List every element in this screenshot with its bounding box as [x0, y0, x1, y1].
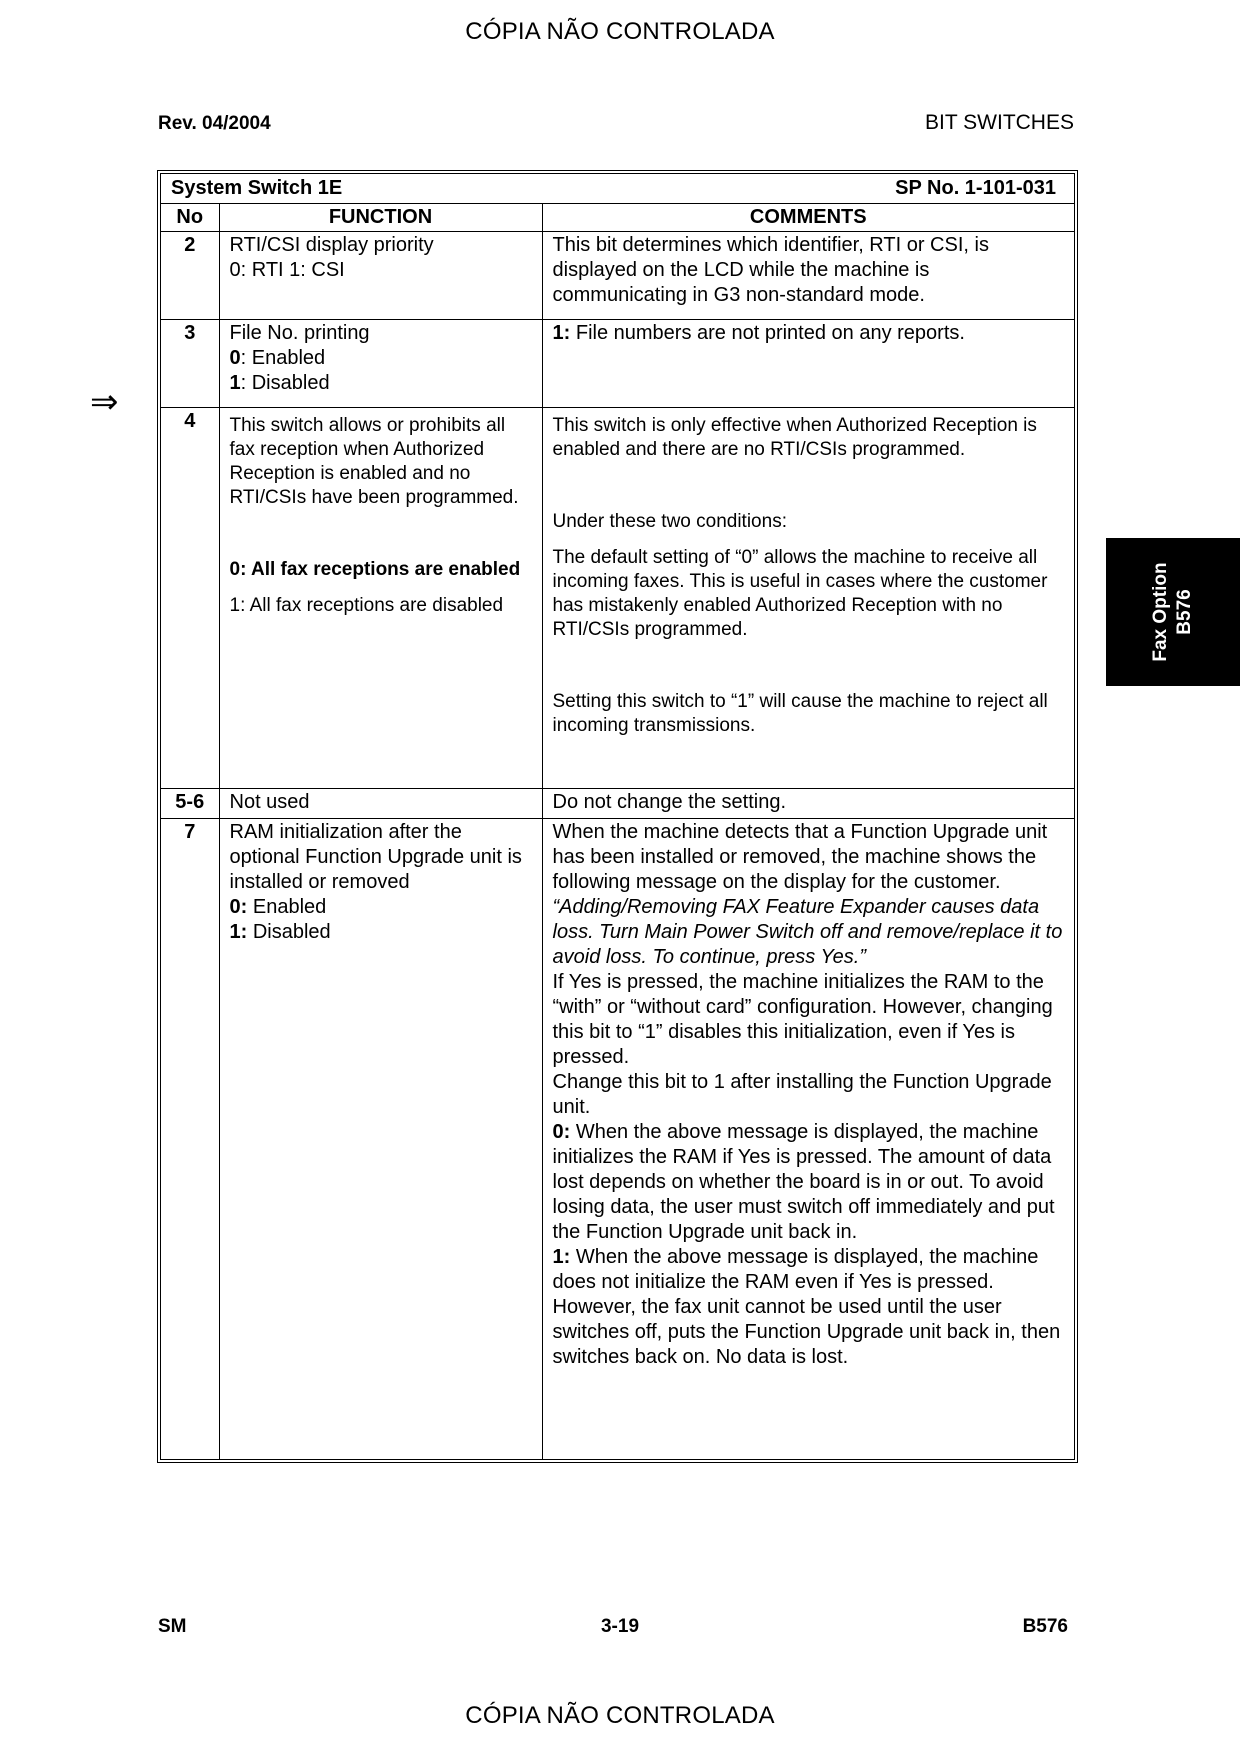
switch-title: System Switch 1E [171, 177, 343, 199]
comment-text: This switch is only effective when Authorized Reception is enabled and there are no RTI/CSIs programmed. [552, 415, 1037, 460]
function-option-1 [230, 371, 532, 396]
side-tab-line1: Fax Option [1150, 562, 1171, 662]
sp-number: SP No. 1-101-031 [895, 177, 1056, 199]
comments-cell [542, 819, 1074, 1459]
function-cell [219, 232, 542, 320]
bit-switch-table [157, 170, 1078, 1463]
function-cell [219, 789, 542, 819]
table-row [161, 789, 1074, 819]
column-header-comments: COMMENTS [542, 204, 1074, 232]
side-tab-label [1149, 562, 1197, 661]
function-title: File No. printing [229, 322, 370, 344]
function-option-0: 0: All fax receptions are enabled [229, 559, 521, 580]
function-description: This switch allows or prohibits all fax reception when Authorized Reception is enabled and no RTI/CSIs have been programmed. [229, 415, 519, 508]
option-label: 1: [229, 921, 248, 943]
table-row [161, 320, 1074, 408]
watermark-bottom: CÓPIA NÃO CONTROLADA [465, 1702, 775, 1729]
function-cell [219, 320, 542, 408]
comments-cell [542, 789, 1074, 819]
function-option-1: 1: All fax receptions are disabled [229, 595, 504, 616]
bit-number: 3 [161, 320, 219, 408]
function-option-1 [230, 920, 532, 945]
comments-cell [542, 408, 1074, 789]
comment-text: Setting this switch to “1” will cause the machine to reject all incoming transmissions. [552, 691, 1048, 736]
function-cell [219, 819, 542, 1459]
table-row [161, 232, 1074, 320]
footer-model-code: B576 [1022, 1616, 1068, 1637]
function-option-0 [230, 346, 532, 371]
section-title: BIT SWITCHES [925, 111, 1074, 134]
bit-number: 2 [161, 232, 219, 320]
function-title: RAM initialization after the optional Function Upgrade unit is installed or removed [229, 821, 522, 893]
option-text: : Enabled [240, 347, 326, 369]
table-header-row [161, 204, 1074, 232]
comment-text: If Yes is pressed, the machine initializes the RAM to the “with” or “without card” configuration. However, changing this bit to “1” disables this initialization, even if Yes is pressed. [552, 971, 1053, 1068]
option-label: 0: [552, 1121, 571, 1143]
bit-number: 7 [161, 819, 219, 1459]
comment-option-0 [553, 1120, 1065, 1245]
watermark-top: CÓPIA NÃO CONTROLADA [465, 18, 775, 45]
column-header-no: No [161, 204, 219, 232]
display-message-quote: “Adding/Removing FAX Feature Expander causes data loss. Turn Main Power Switch off and remove/replace it to avoid loss. To continue, press Yes.” [552, 896, 1063, 968]
revision-label: Rev. 04/2004 [158, 113, 271, 134]
option-label: 0: [229, 896, 248, 918]
column-header-function: FUNCTION [219, 204, 542, 232]
option-label: 0 [229, 347, 241, 369]
comment-text: When the machine detects that a Function Upgrade unit has been installed or removed, the machine shows the following message on the display for the customer. [552, 821, 1048, 893]
comment-text: This bit determines which identifier, RTI or CSI, is displayed on the LCD while the machine is communicating in G3 non-standard mode. [552, 234, 989, 306]
side-tab [1106, 538, 1240, 686]
option-text: : Disabled [240, 372, 330, 394]
function-title: Not used [229, 791, 310, 813]
option-label: 1 [229, 372, 241, 394]
table-title-row [161, 174, 1074, 204]
function-option: 0: RTI 1: CSI [229, 259, 345, 281]
comments-cell [542, 320, 1074, 408]
function-title: RTI/CSI display priority [229, 234, 434, 256]
option-text: Enabled [247, 896, 327, 918]
comment-option-1 [553, 1245, 1065, 1370]
footer-manual-code: SM [158, 1616, 187, 1637]
change-marker-arrow-icon: ⇒ [90, 383, 119, 421]
option-text: File numbers are not printed on any reports. [570, 322, 965, 344]
comment-text: Change this bit to 1 after installing the Function Upgrade unit. [552, 1071, 1052, 1118]
comment-text: The default setting of “0” allows the machine to receive all incoming faxes. This is useful in cases where the customer has mistakenly enabled Authorized Reception with no RTI/CSIs programmed. [552, 547, 1048, 640]
bit-number: 4 [161, 408, 219, 789]
option-text: Disabled [247, 921, 331, 943]
option-label: 1: [552, 1246, 571, 1268]
function-cell [219, 408, 542, 789]
comment-text: Under these two conditions: [552, 511, 787, 532]
comment-text [553, 321, 1065, 346]
option-text: When the above message is displayed, the machine initializes the RAM if Yes is pressed. The amount of data lost depends on whether the board is in or out. To avoid losing data, the user must switch off immediately and put the Function Upgrade unit back in. [552, 1121, 1055, 1243]
table-row [161, 819, 1074, 1459]
bit-number: 5-6 [161, 789, 219, 819]
footer-page-number: 3-19 [600, 1616, 640, 1637]
option-text: When the above message is displayed, the machine does not initialize the RAM even if Yes is pressed. However, the fax unit cannot be used until the user switches off, puts the Function Upgrade unit back in, then switches back on. No data is lost. [552, 1246, 1061, 1368]
function-option-0 [230, 895, 532, 920]
option-label: 1: [552, 322, 571, 344]
comment-text: Do not change the setting. [552, 791, 786, 813]
comments-cell [542, 232, 1074, 320]
side-tab-line2: B576 [1174, 589, 1195, 635]
table-row [161, 408, 1074, 789]
